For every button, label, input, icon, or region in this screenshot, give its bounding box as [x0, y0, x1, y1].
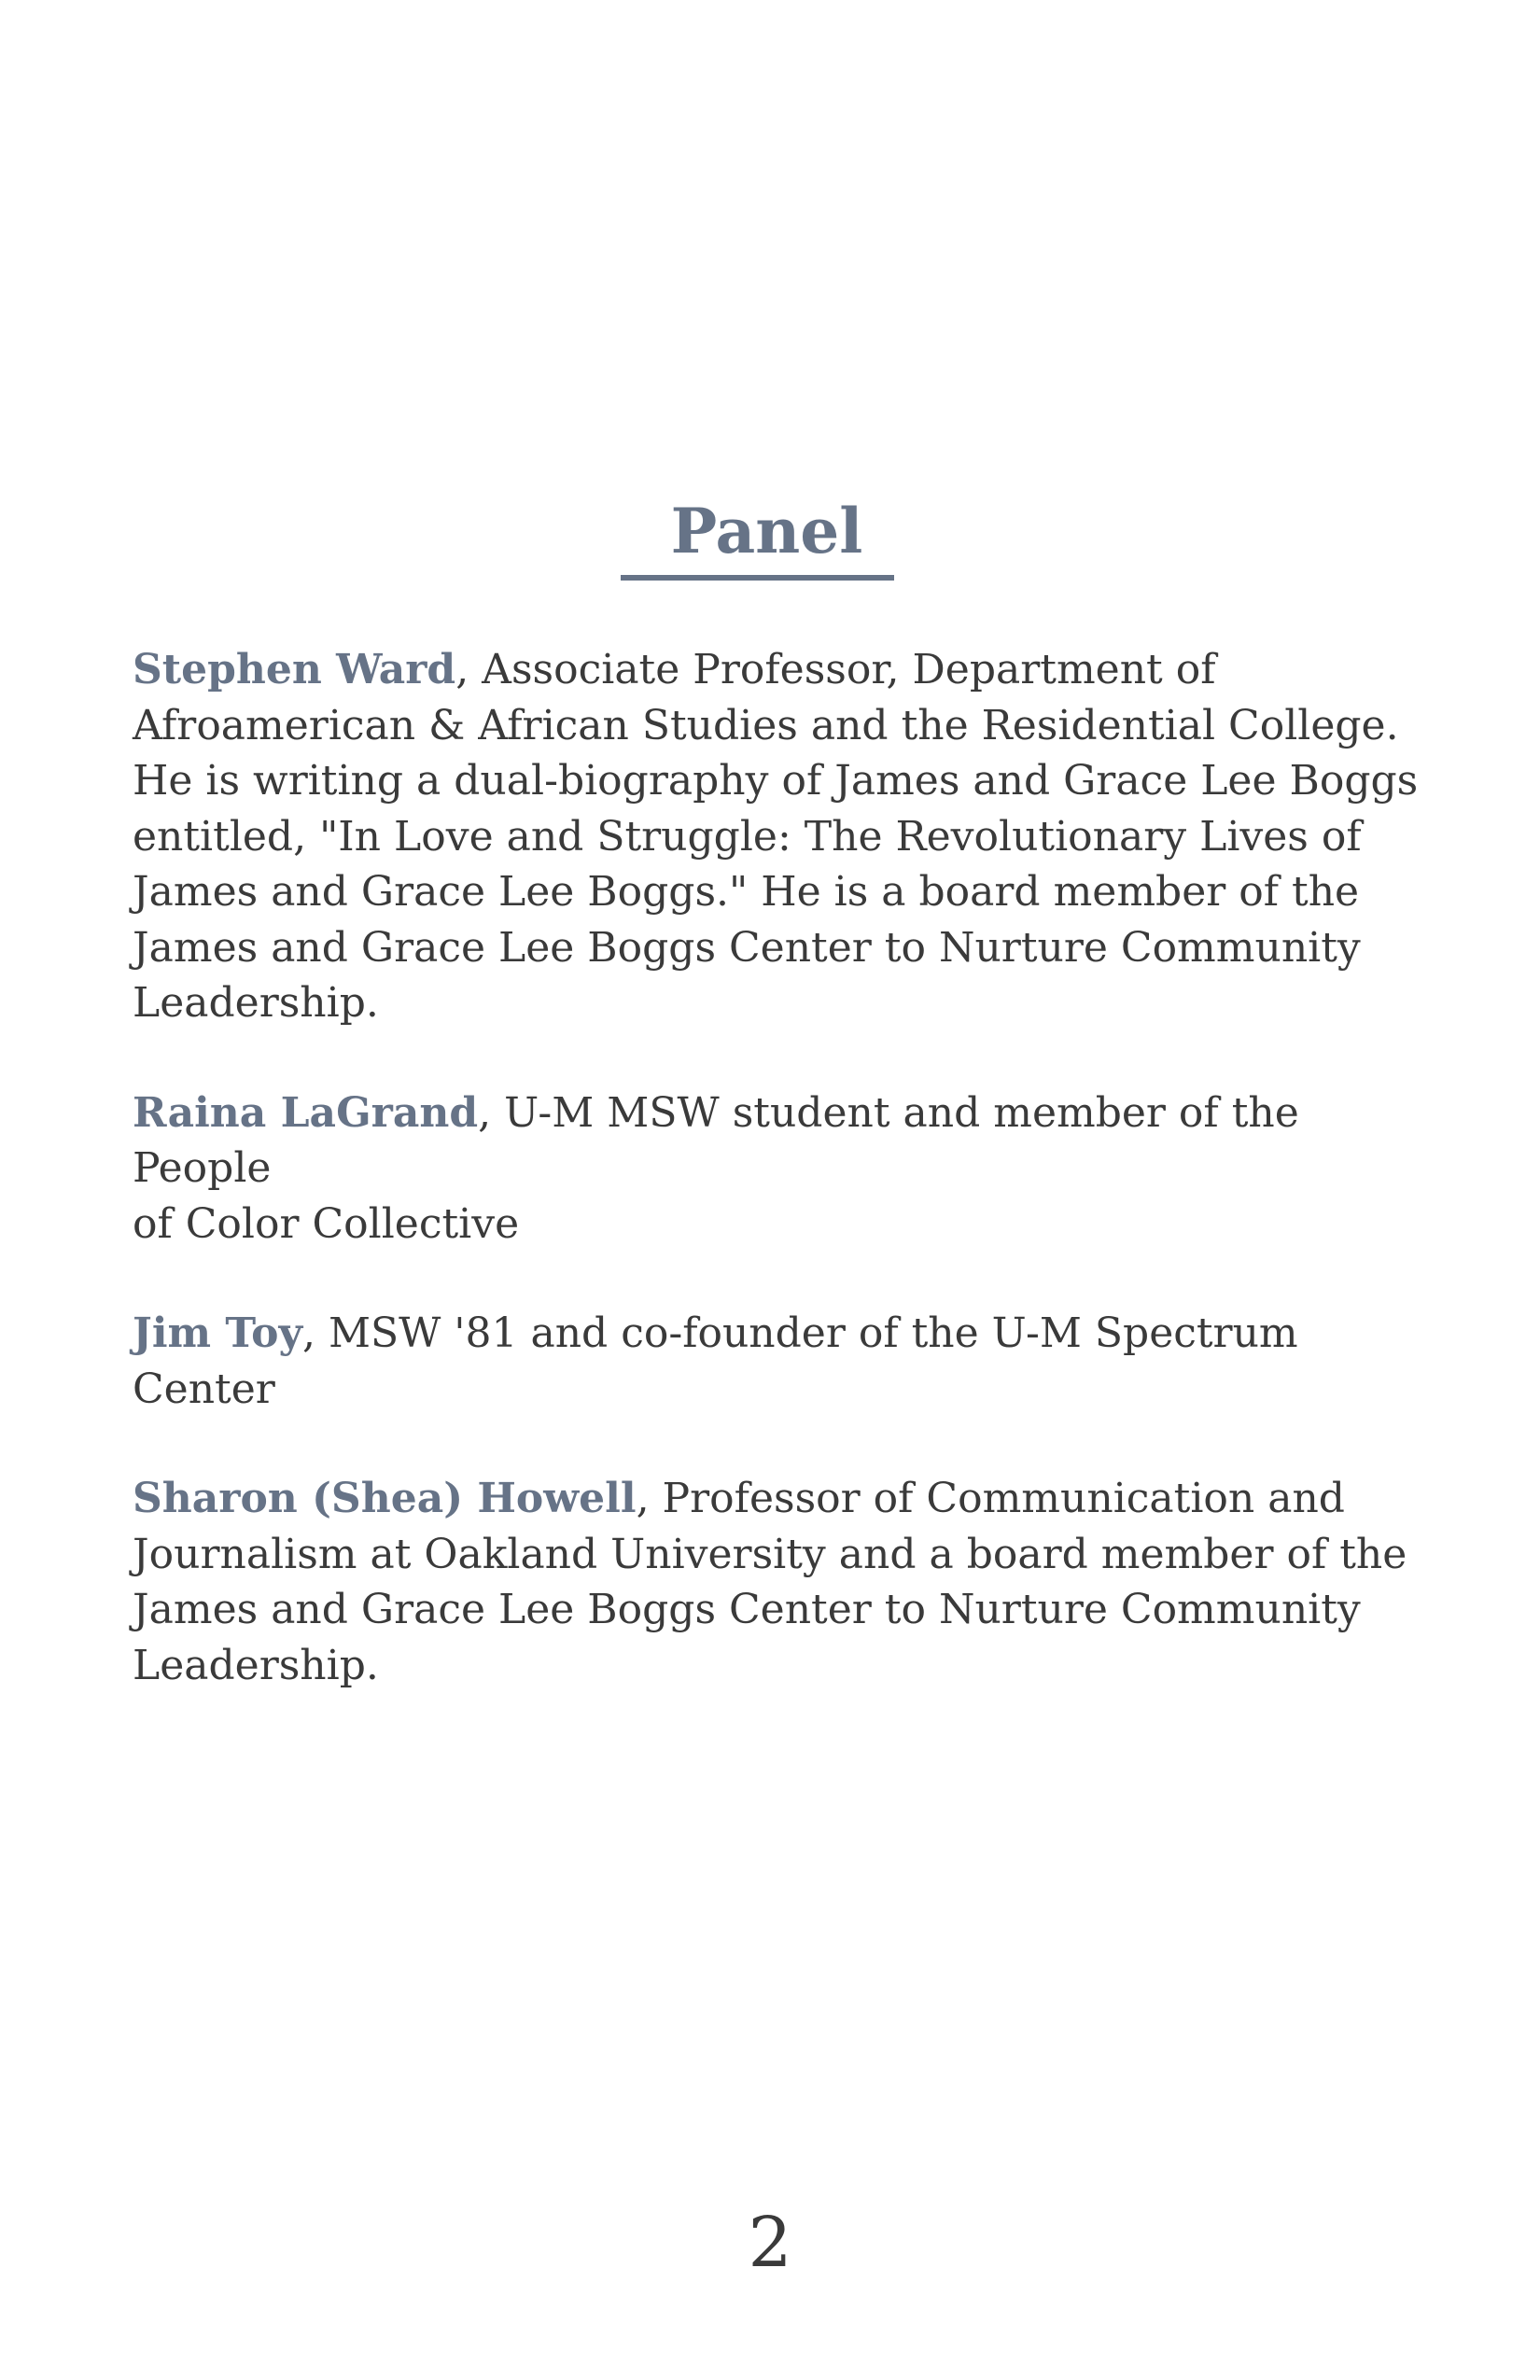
panelist-entry	[133, 1471, 1421, 1693]
panelist-description: , Associate Professor, Department of Afroamerican & African Studies and the Residential College. He is writing a dual-biography of James and Grace Lee Boggs entitled, "In Love and Struggle: The Revolutionary Lives of James and Grace Lee Boggs." He is a board member of the James and Grace Lee Boggs Center to Nurture Community Leadership.	[133, 646, 1419, 1027]
panelist-description: , MSW '81 and co-founder of the U-M Spectrum Center	[133, 1309, 1298, 1413]
panelist-entry	[133, 642, 1421, 1031]
panelist-name: Sharon (Shea) Howell	[133, 1475, 637, 1522]
panelist-name: Jim Toy	[133, 1309, 303, 1357]
panelist-name: Raina LaGrand	[133, 1088, 479, 1137]
panelist-description: , U-M MSW student and member of the People of Color Collective	[133, 1088, 1299, 1248]
page-title: Panel	[670, 495, 863, 567]
panelist-name: Stephen Ward	[133, 646, 456, 693]
panelist-description: , Professor of Communication and Journalism at Oakland University and a board member of the James and Grace Lee Boggs Center to Nurture Community Leadership.	[133, 1475, 1407, 1689]
panelist-entry	[133, 1085, 1421, 1253]
panelist-list	[133, 642, 1421, 1747]
panelist-entry	[133, 1306, 1421, 1417]
page-title-block	[621, 495, 894, 581]
title-underline	[621, 575, 894, 581]
page-number: 2	[748, 2203, 792, 2283]
